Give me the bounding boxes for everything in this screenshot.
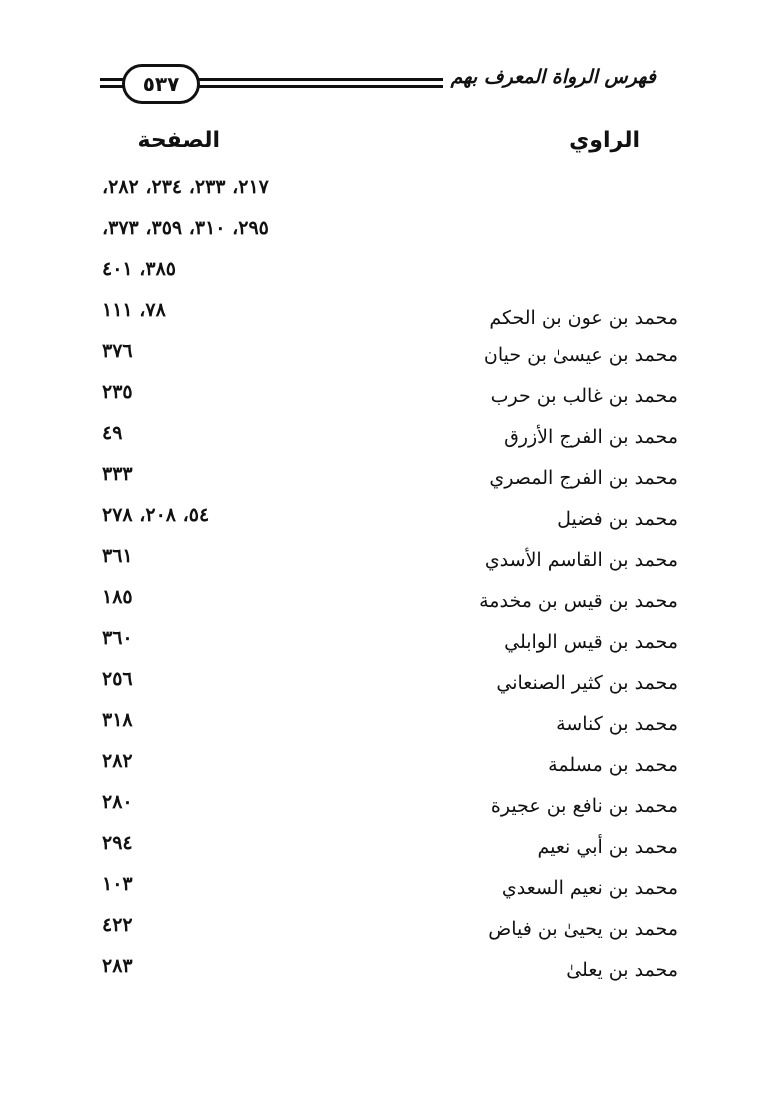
index-row [0,832,772,873]
page-refs: ٤٢٢ [102,914,133,936]
page-refs: ٣٦١ [102,545,133,567]
index-row [0,463,772,504]
index-row [0,668,772,709]
page-refs: ٣٣٣ [102,463,133,485]
index-row [0,176,772,217]
narrator-name: محمد بن يحيیٰ بن فياض [488,918,678,940]
narrator-name: محمد بن الفرج المصري [489,467,678,489]
index-row [0,791,772,832]
index-row [0,258,772,299]
column-header-page: الصفحة [137,128,220,153]
narrator-name: محمد بن أبي نعيم [537,836,678,858]
index-row [0,750,772,791]
index-row [0,627,772,668]
index-row [0,873,772,914]
narrator-name: محمد بن الفرج الأزرق [504,426,678,448]
index-row [0,340,772,381]
index-row [0,422,772,463]
narrator-name: محمد بن كثير الصنعاني [496,672,678,694]
running-title: فهرس الرواة المعرف بهم [443,66,664,88]
page-refs: ٢٨٣ [102,955,133,977]
page-refs: ٢٩٤ [102,832,133,854]
index-row [0,955,772,996]
page-refs: ٢٨٢ [102,750,133,772]
page-refs: ٢٩٥، ٣١٠، ٣٥٩، ٣٧٣، [102,217,269,239]
page-refs: ٣٦٠ [102,627,133,649]
narrator-name: محمد بن يعلیٰ [566,959,678,981]
page-refs: ٣٨٥، ٤٠١ [102,258,176,280]
page-refs: ٤٩ [102,422,123,444]
index-row [0,217,772,258]
column-header-narrator: الراوي [569,128,640,153]
index-row [0,299,772,340]
narrator-name: محمد بن غالب بن حرب [490,385,678,407]
page-refs: ٣١٨ [102,709,133,731]
page-refs: ٢٥٦ [102,668,133,690]
page-refs: ٢٣٥ [102,381,133,403]
index-row [0,381,772,422]
narrator-name: محمد بن كناسة [556,713,678,735]
index-row [0,545,772,586]
narrator-name: محمد بن عيسیٰ بن حيان [483,344,678,366]
narrator-name: محمد بن القاسم الأسدي [484,549,678,571]
page-refs: ١٨٥ [102,586,133,608]
page-refs: ٢١٧، ٢٣٣، ٢٣٤، ٢٨٢، [102,176,269,198]
index-row [0,709,772,750]
narrator-name: محمد بن مسلمة [548,754,678,776]
page-header [100,64,692,104]
narrator-name: محمد بن نعيم السعدي [501,877,678,899]
index-row [0,586,772,627]
page-number: ٥٣٧ [122,64,200,104]
page-refs: ٧٨، ١١١ [102,299,166,321]
page-refs: ٥٤، ٢٠٨، ٢٧٨ [102,504,210,526]
page-refs: ٢٨٠ [102,791,133,813]
index-row [0,504,772,545]
rule-line [170,78,487,81]
narrator-name: محمد بن قيس بن مخدمة [479,590,678,612]
page-refs: ١٠٣ [102,873,133,895]
narrator-name: محمد بن عون بن الحكم [489,307,678,329]
narrator-name: محمد بن فضيل [557,508,678,530]
page-refs: ٣٧٦ [102,340,133,362]
index-row [0,914,772,955]
narrator-name: محمد بن قيس الوابلي [504,631,678,653]
rule-line [170,85,487,88]
narrator-name: محمد بن نافع بن عجيرة [490,795,678,817]
